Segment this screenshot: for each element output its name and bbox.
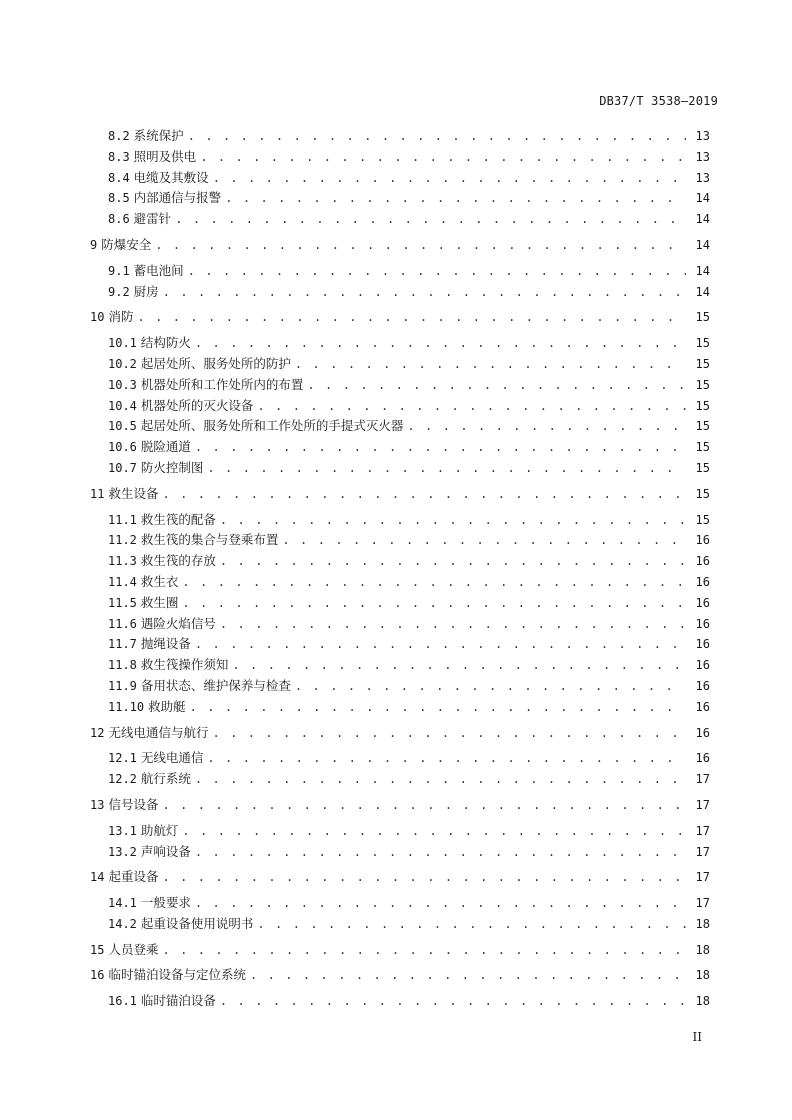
toc-entry-page: 14	[695, 191, 710, 206]
toc-entry-title: 脱险通道	[140, 439, 191, 455]
toc-entry-page: 16	[695, 533, 710, 548]
toc-entry-page: 18	[695, 994, 710, 1009]
toc-entry[interactable]	[90, 261, 710, 282]
toc-entry[interactable]	[90, 867, 710, 888]
toc-entry[interactable]	[90, 416, 710, 437]
toc-entry-number: 8.2	[108, 129, 130, 143]
toc-entry-number: 14	[90, 870, 105, 885]
toc-entry-title: 遇险火焰信号	[140, 615, 216, 631]
toc-dot-leader	[207, 748, 686, 769]
toc-entry[interactable]	[90, 168, 710, 189]
toc-entry[interactable]	[90, 551, 710, 572]
toc-entry-page: 15	[695, 460, 710, 475]
toc-entry[interactable]	[90, 126, 710, 147]
toc-entry-page: 15	[695, 512, 710, 527]
toc-dot-leader	[307, 375, 686, 396]
toc-entry-title: 备用状态、维护保养与检查	[140, 677, 291, 693]
toc-entry[interactable]	[90, 437, 710, 458]
toc-entry-number: 8.4	[108, 170, 130, 185]
toc-entry-page: 15	[695, 377, 710, 392]
toc-entry-number: 11.3	[108, 554, 137, 569]
toc-dot-leader	[137, 307, 686, 328]
toc-entry-page: 17	[695, 823, 710, 838]
toc-entry-page: 17	[695, 772, 710, 787]
toc-entry[interactable]	[90, 510, 710, 531]
toc-entry-page: 15	[695, 356, 710, 371]
toc-entry-title: 救生圈	[140, 594, 179, 610]
toc-entry-title: 起重设备使用说明书	[140, 915, 254, 931]
toc-entry-number: 14.1	[108, 896, 137, 911]
toc-dot-leader	[182, 821, 686, 842]
toc-entry-number: 11.8	[108, 658, 137, 673]
toc-entry[interactable]	[90, 723, 710, 744]
toc-dot-leader	[295, 676, 686, 697]
toc-dot-leader	[282, 530, 686, 551]
toc-entry-number: 13.2	[108, 844, 137, 859]
toc-entry-number: 11.2	[108, 533, 137, 548]
toc-dot-leader	[213, 168, 686, 189]
toc-entry-title: 救生筏操作须知	[140, 657, 229, 673]
toc-entry-page: 16	[695, 658, 710, 673]
toc-entry-title: 蓄电池间	[133, 262, 184, 278]
toc-entry-number: 16.1	[108, 994, 137, 1009]
toc-entry[interactable]	[90, 354, 710, 375]
toc-entry-number: 11.6	[108, 616, 137, 631]
toc-dot-leader	[225, 188, 686, 209]
toc-entry-title: 声响设备	[140, 843, 191, 859]
toc-entry[interactable]	[90, 333, 710, 354]
toc-dot-leader	[220, 614, 686, 635]
table-of-contents	[90, 126, 710, 1012]
toc-entry[interactable]	[90, 188, 710, 209]
toc-dot-leader	[250, 965, 686, 986]
toc-entry-page: 15	[695, 419, 710, 434]
toc-entry-number: 8.6	[108, 212, 130, 227]
toc-entry-page: 14	[695, 284, 710, 299]
toc-entry-number: 13	[90, 797, 105, 812]
toc-dot-leader	[220, 991, 686, 1012]
toc-entry[interactable]	[90, 748, 710, 769]
toc-entry[interactable]	[90, 842, 710, 863]
toc-entry-page: 16	[695, 554, 710, 569]
toc-entry[interactable]	[90, 634, 710, 655]
toc-entry-number: 11.1	[108, 512, 137, 527]
toc-dot-leader	[232, 655, 686, 676]
toc-entry-page: 16	[695, 725, 710, 740]
toc-entry-page: 13	[695, 170, 710, 185]
toc-entry-title: 救生设备	[108, 485, 159, 501]
toc-entry-page: 16	[695, 637, 710, 652]
toc-dot-leader	[163, 282, 686, 303]
toc-entry-title: 救助艇	[148, 698, 186, 714]
toc-entry[interactable]	[90, 530, 710, 551]
toc-entry-number: 10.2	[108, 356, 137, 371]
toc-entry-page: 17	[695, 870, 710, 885]
toc-entry[interactable]	[90, 676, 710, 697]
toc-dot-leader	[162, 484, 686, 505]
toc-dot-leader	[175, 209, 686, 230]
toc-dot-leader	[162, 795, 686, 816]
toc-dot-leader	[182, 593, 686, 614]
toc-entry-number: 9	[90, 237, 98, 252]
toc-entry-page: 13	[695, 129, 710, 143]
toc-entry-number: 12.2	[108, 772, 137, 787]
toc-entry-title: 人员登乘	[108, 941, 159, 957]
page-number: II	[692, 1030, 702, 1044]
toc-entry[interactable]	[90, 209, 710, 230]
toc-entry-title: 无线电通信	[140, 750, 204, 766]
toc-entry-title: 机器处所和工作处所内的布置	[140, 376, 304, 392]
toc-entry-number: 8.5	[108, 191, 130, 206]
toc-entry[interactable]	[90, 940, 710, 961]
toc-entry-page: 16	[695, 574, 710, 589]
toc-entry-page: 18	[695, 942, 710, 957]
toc-entry-number: 10.6	[108, 440, 137, 455]
toc-entry-number: 10	[90, 310, 105, 325]
toc-entry-page: 17	[695, 896, 710, 911]
toc-entry-page: 16	[695, 699, 710, 714]
toc-dot-leader	[212, 723, 686, 744]
toc-entry-title: 航行系统	[140, 771, 191, 787]
toc-entry-number: 10.5	[108, 419, 137, 434]
toc-entry-number: 8.3	[108, 149, 130, 164]
toc-dot-leader	[407, 416, 686, 437]
toc-entry[interactable]	[90, 965, 710, 986]
toc-entry-page: 15	[695, 310, 710, 325]
toc-entry-number: 16	[90, 968, 105, 983]
toc-dot-leader	[182, 572, 686, 593]
toc-entry[interactable]	[90, 396, 710, 417]
toc-entry-number: 10.7	[108, 460, 137, 475]
toc-entry-page: 14	[695, 237, 710, 252]
toc-entry-title: 内部通信与报警	[133, 190, 222, 206]
toc-entry-title: 救生衣	[140, 573, 179, 589]
toc-entry-number: 10.4	[108, 398, 137, 413]
toc-dot-leader	[257, 914, 686, 935]
toc-entry-page: 17	[695, 797, 710, 812]
toc-entry[interactable]	[90, 893, 710, 914]
toc-dot-leader	[188, 261, 686, 282]
toc-entry[interactable]	[90, 795, 710, 816]
toc-entry-number: 14.2	[108, 916, 137, 931]
toc-entry-title: 消防	[108, 309, 134, 325]
toc-entry-title: 起居处所、服务处所的防护	[140, 355, 291, 371]
toc-entry-page: 13	[695, 149, 710, 164]
toc-entry-number: 11	[90, 486, 105, 501]
toc-dot-leader	[190, 697, 686, 718]
toc-dot-leader	[195, 842, 686, 863]
toc-entry-page: 14	[695, 263, 710, 278]
toc-entry-number: 10.1	[108, 336, 137, 351]
toc-entry-title: 电缆及其敷设	[133, 169, 209, 185]
toc-entry-title: 起居处所、服务处所和工作处所的手提式灭火器	[140, 418, 404, 434]
toc-dot-leader	[207, 458, 686, 479]
toc-entry[interactable]	[90, 991, 710, 1012]
toc-entry[interactable]	[90, 282, 710, 303]
toc-entry[interactable]	[90, 769, 710, 790]
toc-entry-title: 无线电通信与航行	[108, 724, 209, 740]
toc-dot-leader	[188, 126, 686, 147]
toc-entry[interactable]	[90, 572, 710, 593]
toc-entry-number: 9.2	[108, 284, 130, 299]
toc-entry[interactable]	[90, 458, 710, 479]
toc-entry-page: 15	[695, 336, 710, 351]
toc-entry-page: 15	[695, 440, 710, 455]
toc-dot-leader	[220, 551, 686, 572]
toc-entry[interactable]	[90, 697, 710, 718]
toc-entry-title: 临时锚泊设备	[140, 993, 216, 1009]
toc-entry-page: 16	[695, 616, 710, 631]
toc-entry-title: 起重设备	[108, 869, 159, 885]
toc-entry-number: 15	[90, 942, 105, 957]
toc-dot-leader	[295, 354, 686, 375]
toc-entry[interactable]	[90, 484, 710, 505]
toc-dot-leader	[155, 235, 686, 256]
toc-entry-title: 助航灯	[140, 822, 179, 838]
toc-entry-page: 16	[695, 751, 710, 766]
document-id-header: DB37/T 3538—2019	[599, 94, 718, 108]
toc-entry-number: 12.1	[108, 751, 137, 766]
toc-entry-title: 救生筏的配备	[140, 511, 216, 527]
toc-entry-title: 照明及供电	[133, 148, 197, 164]
toc-entry[interactable]	[90, 614, 710, 635]
toc-entry[interactable]	[90, 821, 710, 842]
toc-entry-number: 9.1	[108, 263, 130, 278]
toc-entry-title: 厨房	[133, 283, 159, 299]
toc-entry[interactable]	[90, 375, 710, 396]
toc-entry-title: 防火控制图	[140, 459, 204, 475]
toc-dot-leader	[195, 893, 686, 914]
toc-entry-page: 18	[695, 916, 710, 931]
toc-entry[interactable]	[90, 147, 710, 168]
toc-entry[interactable]	[90, 655, 710, 676]
toc-entry-title: 临时锚泊设备与定位系统	[108, 967, 246, 983]
toc-entry-number: 11.7	[108, 637, 137, 652]
toc-entry-number: 13.1	[108, 823, 137, 838]
toc-dot-leader	[195, 437, 686, 458]
toc-entry-page: 18	[695, 968, 710, 983]
toc-entry-page: 14	[695, 212, 710, 227]
toc-dot-leader	[220, 510, 686, 531]
toc-entry-page: 15	[695, 486, 710, 501]
toc-entry-number: 12	[90, 725, 105, 740]
toc-entry-page: 15	[695, 398, 710, 413]
toc-entry-page: 17	[695, 844, 710, 859]
toc-entry-title: 机器处所的灭火设备	[140, 397, 254, 413]
toc-entry-title: 系统保护	[133, 128, 184, 143]
toc-entry-number: 11.9	[108, 678, 137, 693]
toc-entry[interactable]	[90, 593, 710, 614]
toc-dot-leader	[162, 867, 686, 888]
toc-entry-title: 一般要求	[140, 895, 191, 911]
toc-entry-title: 救生筏的存放	[140, 553, 216, 569]
toc-entry-page: 16	[695, 595, 710, 610]
toc-dot-leader	[257, 396, 686, 417]
toc-entry[interactable]	[90, 307, 710, 328]
toc-entry[interactable]	[90, 235, 710, 256]
toc-entry[interactable]	[90, 914, 710, 935]
toc-entry-title: 防爆安全	[101, 236, 152, 252]
toc-dot-leader	[200, 147, 686, 168]
toc-entry-title: 避雷针	[133, 211, 172, 227]
toc-dot-leader	[162, 940, 686, 961]
toc-entry-title: 救生筏的集合与登乘布置	[140, 532, 279, 548]
toc-dot-leader	[195, 333, 686, 354]
toc-entry-number: 11.5	[108, 595, 137, 610]
toc-dot-leader	[195, 769, 686, 790]
toc-dot-leader	[195, 634, 686, 655]
toc-entry-title: 结构防火	[140, 335, 191, 351]
toc-entry-title: 信号设备	[108, 796, 159, 812]
toc-entry-number: 11.10	[108, 699, 145, 714]
toc-entry-number: 10.3	[108, 377, 137, 392]
toc-entry-number: 11.4	[108, 574, 137, 589]
toc-entry-title: 抛绳设备	[140, 636, 191, 652]
toc-entry-page: 16	[695, 678, 710, 693]
